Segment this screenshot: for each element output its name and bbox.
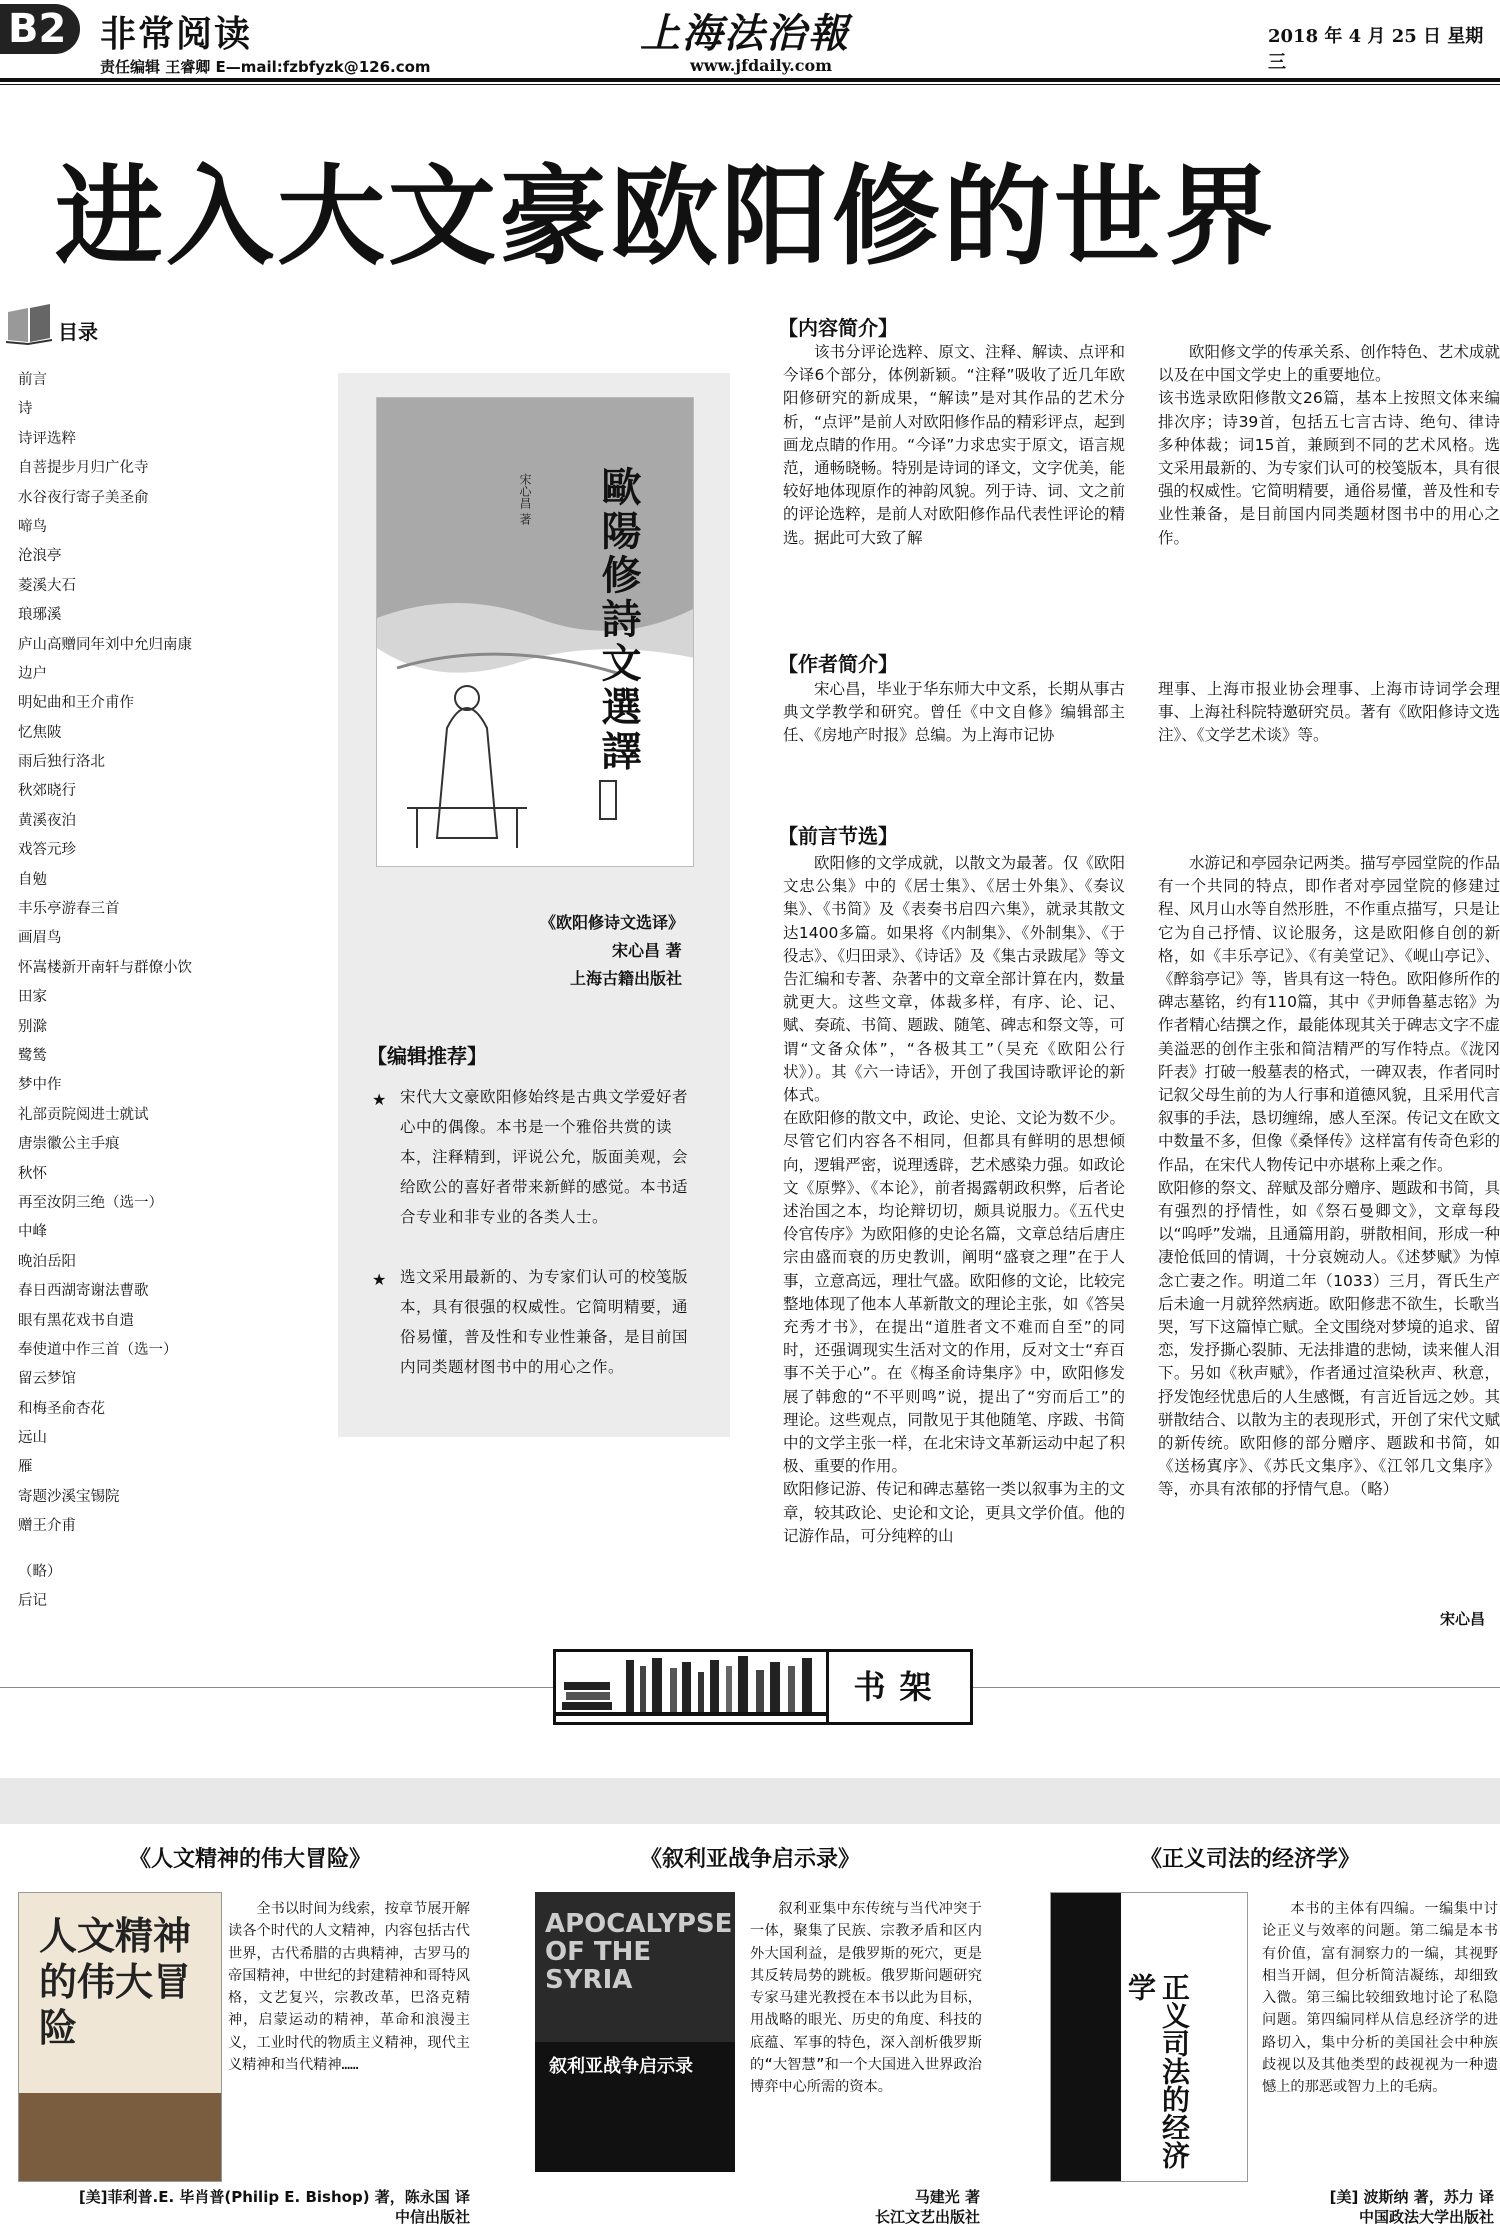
- toc-item: 鹭鸶: [18, 1047, 47, 1064]
- toc-item: （略）: [18, 1563, 62, 1580]
- book-title: 《叙利亚战争启示录》: [639, 1847, 860, 1872]
- feature-book-publisher: 上海古籍出版社: [570, 969, 683, 988]
- toc-item: 琅琊溪: [18, 607, 62, 624]
- toc-item: 赠王介甫: [18, 1518, 76, 1535]
- section-title: 非常阅读: [100, 14, 253, 55]
- cover-spine-band: [1051, 1893, 1121, 2182]
- preface-col2: 水游记和亭园杂记两类。描写亭园堂院的作品有一个共同的特点，即作者对亭园堂院的修建过程、风月山水等自然形胜，不作重点描写，只是让它为自己抒情、议论服务，这是欧阳修自创的新格，如《丰乐亭记》、《有美堂记》、《岘山亭记》、《醉翁亭记》等，皆具有这一特色。欧阳修所作的碑志墓铭，约有110篇，其中《尹师鲁墓志铭》为作者精心结撰之作，最能体现其关于碑志文字不虚美溢恶的创作主张和简洁精严的写作特点。《泷冈阡表》打破一般墓表的格式，一碑双表，作者同时记叙父母生前的为人行事和道德风貌，且采用代言叙事的手法，恳切缠绵，感人至深。传记文在欧文中数量不多，但像《桑怿传》这样富有传奇色彩的作品，在宋代人物传记中亦堪称上乘之作。 欧阳修的祭文、辞赋及部分赠序、题跋和书简，具有强烈的抒情性，如《祭石曼卿文》，文章每段以“呜呼”发端，且通篇用韵，骈散相间，形成一种凄怆低回的情调，十分哀婉动人。《述梦赋》为悼念亡妻之作。明道二年（1033）三月，胥氏生产后未逾一月就猝然病逝。欧阳修悲不欲生，长歌当哭，写下这篇悼亡赋。全文围绕对梦境的追求、留恋，发抒撕心裂肺、无法排遣的悲恸，读来催人泪下。另如《秋声赋》，作者通过渲染秋声、秋意，抒发饱经忧患后的人生感慨，有言近旨远之妙。其骈散结合、以散为主的表现形式，开创了宋代文赋的新传统。欧阳修的部分赠序、题跋和书简，如《送杨寘序》、《苏氏文集序》、《江邻几文集序》等，亦具有浓郁的抒情气息。（略）: [1158, 854, 1500, 1499]
- toc-item: 黄溪夜泊: [18, 812, 76, 829]
- toc-spacer: [18, 1542, 318, 1558]
- book-publisher: 中信出版社: [394, 2208, 470, 2226]
- cover-painting: [19, 2093, 222, 2182]
- toc-item: 再至汝阴三绝（选一）: [18, 1194, 163, 1211]
- preface-signature: 宋心昌: [1440, 1610, 1486, 1628]
- toc-item: 田家: [18, 989, 47, 1006]
- toc-item: 画眉鸟: [18, 930, 62, 947]
- toc-item: 自勉: [18, 871, 47, 888]
- toc-item: 秋怀: [18, 1165, 47, 1182]
- book-icon: [4, 302, 54, 346]
- toc-list: [18, 366, 318, 1616]
- toc-item: 诗评选粹: [18, 430, 76, 447]
- masthead-rule-thin: [0, 84, 1500, 85]
- book-cover-title: 叙利亚战争启示录: [549, 2056, 693, 2077]
- toc-item: 别滁: [18, 1018, 47, 1035]
- gray-strip: [0, 1778, 1500, 1824]
- toc-item: 晚泊岳阳: [18, 1253, 76, 1270]
- toc-item: 庐山高赠同年刘中允归南康: [18, 636, 192, 653]
- book-title: 《正义司法的经济学》: [1139, 1847, 1360, 1872]
- book-author: 马建光 著: [914, 2188, 980, 2206]
- toc-item: 啼鸟: [18, 518, 47, 535]
- toc-item: 和梅圣俞杏花: [18, 1400, 105, 1417]
- masthead-rule: [0, 78, 1500, 82]
- star-icon: ★: [372, 1090, 387, 1109]
- toc-item: 雨后独行洛北: [18, 754, 105, 771]
- book-cover-title: 人文精神的伟大冒险: [39, 1913, 192, 2050]
- bookshelf-banner: [553, 1649, 973, 1725]
- cover-seal: [599, 780, 617, 820]
- toc-item: 戏答元珍: [18, 842, 76, 859]
- content-intro-col1: 该书分评论选粹、原文、注释、解读、点评和今译6个部分，体例新颖。“注释”吸收了近几年欧阳修研究的新成果，“解读”是对其作品的艺术分析，“点评”是前人对欧阳修作品的精彩评点，起到画龙点睛的作用。“今译”力求忠实于原文，语言规范，通畅晓畅。特别是诗词的译文，文字优美，能较好地体现原作的神韵风貌。列于诗、词、文之前的评论选粹，是前人对欧阳修作品代表性评论的精选。据此可大致了解: [783, 343, 1125, 547]
- book-description: 叙利亚集中东传统与当代冲突于一体，聚集了民族、宗教矛盾和区内外大国利益，是俄罗斯的死穴，更是其反转局势的跳板。俄罗斯问题研究专家马建光教授在本书以此为目标，用战略的眼光、历史的角度、科技的底蕴、军事的特色，深入剖析俄罗斯的“大智慧”和一个大国进入世界政治博弈中心所需的资本。: [750, 1901, 982, 2096]
- toc-item: 寄题沙溪宝锡院: [18, 1488, 120, 1505]
- feature-book-title: 《欧阳修诗文选译》: [540, 913, 685, 932]
- book-description: 本书的主体有四编。一编集中讨论正义与效率的问题。第二编是本书有价值，富有洞察力的一编，其视野相当开阔，但分析简洁凝练，却细致入微。第三编比较细致地讨论了私隐问题。第四编同样从信息经济学的进路切入，集中分析的美国社会中种族歧视以及其他类型的歧视视为一种遗憾上的那恶或智力上的毛病。: [1262, 1901, 1498, 2096]
- book-cover: [1050, 1892, 1248, 2182]
- shelf-illustration: [556, 1652, 826, 1722]
- toc-title: 目录: [58, 320, 98, 344]
- preface-heading: 【前言节选】: [778, 824, 898, 848]
- author-intro-col2: 理事、上海市报业协会理事、上海市诗词学会理事、上海社科院特邀研究员。著有《欧阳修诗文选注》、《文学艺术谈》等。: [1158, 680, 1500, 745]
- toc-item: 奉使道中作三首（选一）: [18, 1341, 178, 1358]
- author-intro-col1: 宋心昌，毕业于华东师大中文系，长期从事古典文学教学和研究。曾任《中文自修》编辑部主任、《房地产时报》总编。为上海市记协: [783, 680, 1125, 745]
- toc-item: 留云梦馆: [18, 1371, 76, 1388]
- recommendation-point: 选文采用最新的、为专家们认可的校笺版本，具有很强的权威性。它简明精要，通俗易懂，普及性和专业性兼备，是目前国内同类题材图书中的用心之作。: [400, 1268, 689, 1376]
- toc-item: 自菩提步月归广化寺: [18, 460, 149, 477]
- toc-item: 中峰: [18, 1224, 47, 1241]
- book-cover: [376, 397, 694, 867]
- toc-item: 前言: [18, 372, 47, 388]
- content-intro-col2: 欧阳修文学的传承关系、创作特色、艺术成就以及在中国文学史上的重要地位。 该书选录欧阳修散文26篇，基本上按照文体来编排次序；诗39首，包括五七言古诗、绝句、律诗多种体裁；词15首，兼顾到不同的艺术风格。选文采用最新的、为专家们认可的校笺版本，具有很强的权威性。它简明精要，通俗易懂，普及性和专业性兼备，是目前国内同类题材图书中的用心之作。: [1158, 343, 1500, 547]
- toc-item: 后记: [18, 1593, 47, 1610]
- editor-line: 责任编辑 王睿卿 E—mail:fzbfyzk@126.com: [100, 58, 431, 76]
- toc-item: 梦中作: [18, 1077, 62, 1094]
- cover-illustration: [377, 578, 694, 867]
- toc-item: 雁: [18, 1459, 33, 1476]
- book-cover: [535, 1892, 735, 2172]
- book-publisher: 长江文艺出版社: [874, 2208, 980, 2226]
- issue-date: 2018 年 4 月 25 日 星期三: [1268, 26, 1484, 73]
- website-link[interactable]: www.jfdaily.com: [690, 56, 833, 75]
- newspaper-logo: 上海法治報: [640, 10, 850, 57]
- book-author: [美]菲利普.E. 毕肖普(Philip E. Bishop) 著，陈永国 译: [78, 2188, 470, 2206]
- book-cover-english: APOCALYPSE OF THE SYRIA: [545, 1909, 733, 1995]
- book-title: 《人文精神的伟大冒险》: [128, 1847, 371, 1872]
- page-number-badge: B2: [0, 4, 80, 54]
- toc-item: 沧浪亭: [18, 548, 62, 565]
- author-intro-heading: 【作者简介】: [778, 652, 898, 676]
- recommendation-point: 宋代大文豪欧阳修始终是古典文学爱好者心中的偶像。本书是一个雅俗共赏的读本，注释精到，评说公允，版面美观，会给欧公的喜好者带来新鲜的感觉。本书适合专业和非专业的各类人士。: [400, 1088, 689, 1226]
- toc-item: 菱溪大石: [18, 577, 76, 594]
- feature-book-author: 宋心昌 著: [612, 941, 682, 960]
- toc-item: 眼有黑花戏书自遣: [18, 1312, 134, 1329]
- toc-item: 唐崇徽公主手痕: [18, 1136, 120, 1153]
- book-author: [美] 波斯纳 著，苏力 译: [1329, 2188, 1494, 2206]
- cover-author: 宋心昌 著: [518, 473, 532, 525]
- book-publisher: 中国政法大学出版社: [1358, 2208, 1494, 2226]
- toc-item: 忆焦陂: [18, 724, 62, 741]
- book-description: 全书以时间为线索，按章节展开解读各个时代的人文精神，内容包括古代世界，古代希腊的古典精神，古罗马的帝国精神，中世纪的封建精神和哥特风格，文艺复兴，宗教改革，巴洛克精神，启蒙运动的精神，革命和浪漫主义，工业时代的物质主义精神，现代主义精神和当代精神……: [228, 1901, 470, 2074]
- toc-item: 丰乐亭游春三首: [18, 901, 120, 918]
- toc-item: 水谷夜行寄子美圣俞: [18, 489, 149, 506]
- toc-item: 边户: [18, 665, 47, 682]
- content-intro-heading: 【内容简介】: [778, 316, 898, 340]
- books-icon: [556, 1652, 826, 1722]
- book-cover-title: 正义司法的经济学: [1124, 1973, 1191, 2169]
- toc-item: 远山: [18, 1430, 47, 1447]
- preface-col1: 欧阳修的文学成就，以散文为最著。仅《欧阳文忠公集》中的《居士集》、《居士外集》、《奏议集》、《书简》及《表奏书启四六集》，就录其散文达1400多篇。如果将《内制集》、《外制集》、《于役志》、《归田录》、《诗话》及《集古录跋尾》等文告汇编和专著、杂著中的文章全部计算在内，数量就更大。这些文章，体裁多样，有序、论、记、赋、奏疏、书简、题跋、随笔、碑志和祭文等，可谓“文备众体”，“各极其工”（吴充《欧阳公行状》）。其《六一诗话》，开创了我国诗歌评论的新体式。 在欧阳修的散文中，政论、史论、文论为数不少。尽管它们内容各不相同，但都具有鲜明的思想倾向，逻辑严密，说理透辟，艺术感染力强。如政论文《原弊》、《本论》，前者揭露朝政积弊，后者论述治国之本，均论辩切切，颇具说服力。《五代史伶官传序》为欧阳修的史论名篇，文章总结后唐庄宗由盛而衰的历史教训，阐明“盛衰之理”在于人事，立意高远，理壮气盛。欧阳修的文论，比较完整地体现了他本人革新散文的理论主张，如《答吴充秀才书》，在提出“道胜者文不难而自至”的同时，还强调现实生活对文的作用，反对文士“弃百事不关于心”。在《梅圣俞诗集序》中，欧阳修发展了韩愈的“不平则鸣”说，提出了“穷而后工”的理论。这些观点，同散见于其他随笔、序跋、书简中的文学主张一样，在北宋诗文革新运动中起了积极、重要的作用。 欧阳修记游、传记和碑志墓铭一类以叙事为主的文章，较其政论、史论和文论，更具文学价值。他的记游作品，可分纯粹的山: [783, 854, 1125, 1545]
- toc-item: 明妃曲和王介甫作: [18, 695, 134, 712]
- toc-item: 礼部贡院阅进士就试: [18, 1106, 149, 1123]
- book-cover: [18, 1892, 222, 2182]
- star-icon: ★: [372, 1270, 387, 1289]
- toc-item: 秋郊晓行: [18, 783, 76, 800]
- toc-item: 春日西湖寄谢法曹歌: [18, 1283, 149, 1300]
- cover-title: 歐陽修詩文選譯: [595, 466, 642, 774]
- headline: 进入大文豪欧阳修的世界: [55, 155, 1277, 280]
- bookshelf-label: 书架: [826, 1652, 970, 1722]
- editor-recommendation-heading: 【编辑推荐】: [367, 1044, 487, 1068]
- toc-item: 诗: [18, 401, 33, 418]
- toc-item: 怀嵩楼新开南轩与群僚小饮: [18, 959, 192, 976]
